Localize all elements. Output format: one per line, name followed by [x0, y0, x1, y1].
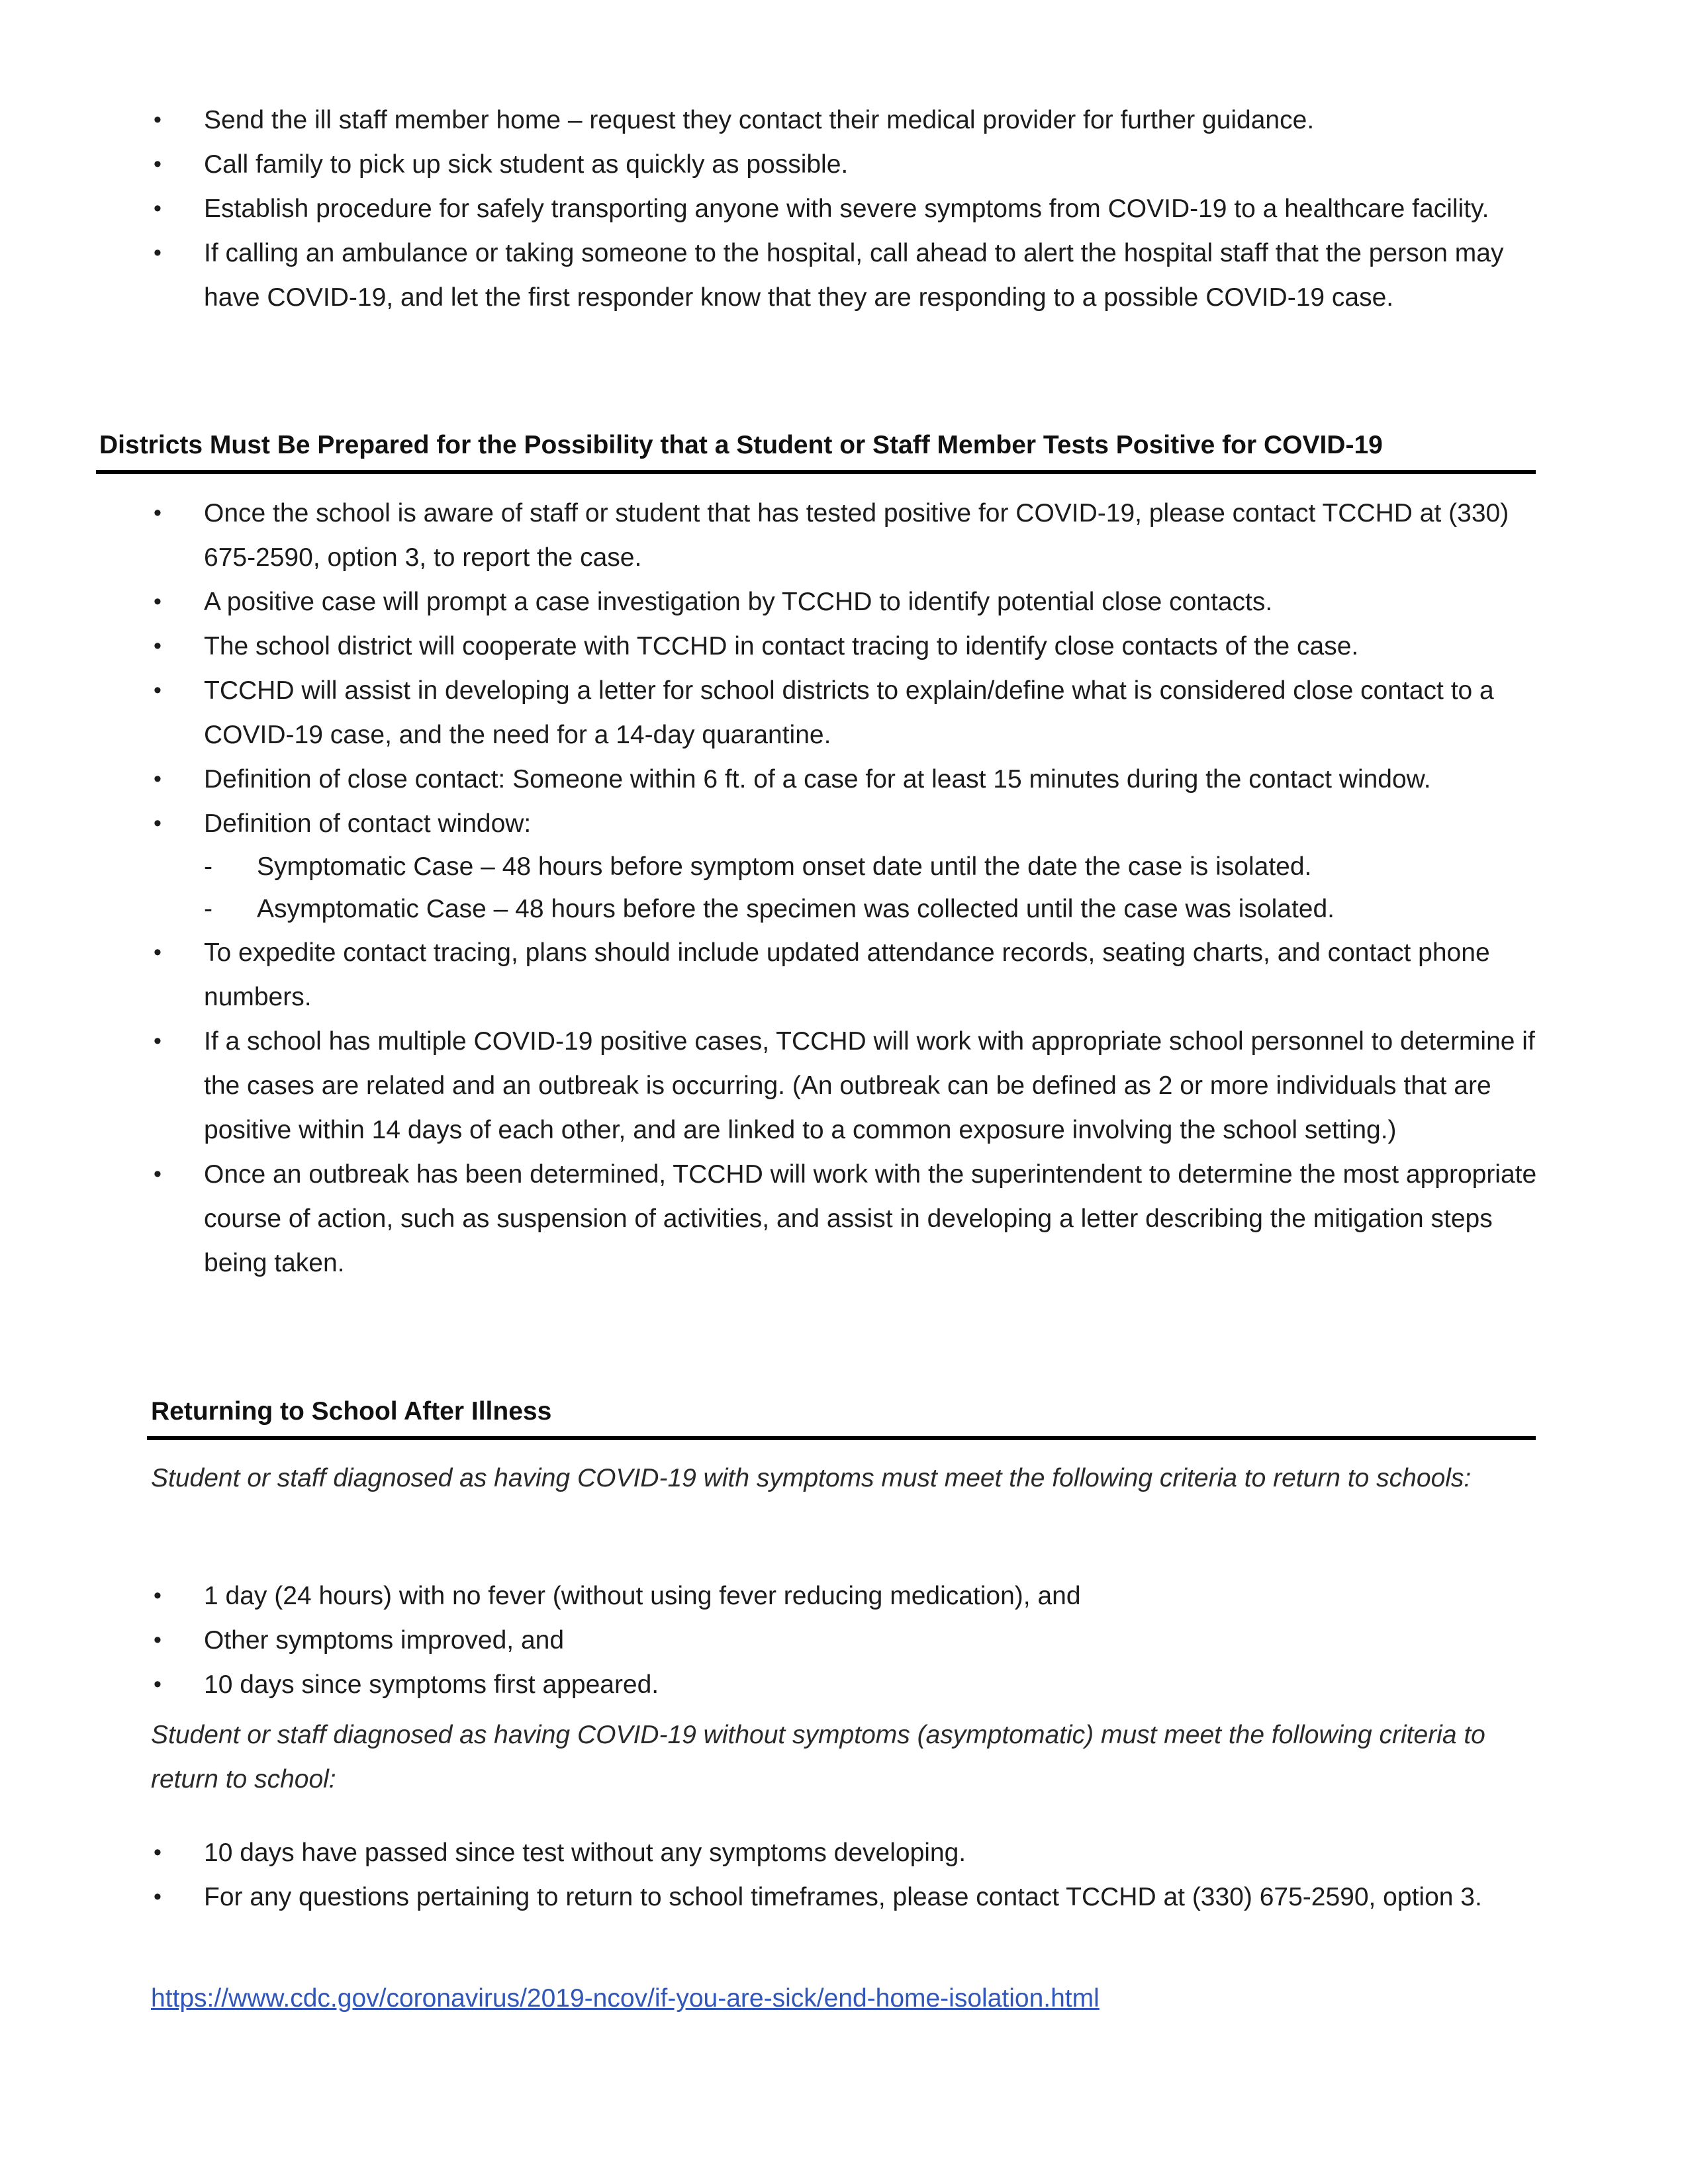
list-item: • To expedite contact tracing, plans should include updated attendance records, seating charts, and contact phone numbers.: [146, 931, 1549, 1019]
bullet-icon: •: [154, 196, 162, 221]
bullet-icon: •: [154, 766, 162, 792]
dash-icon: -: [204, 895, 212, 923]
bullet-icon: •: [154, 240, 162, 265]
list-item: • 10 days since symptoms first appeared.: [146, 1662, 1549, 1707]
bullet-icon: •: [154, 107, 162, 132]
list-item: • Other symptoms improved, and: [146, 1618, 1549, 1662]
list-item: • TCCHD will assist in developing a letter for school districts to explain/define what is considered close contact to a COVID-19 case, and the need for a 14-day quarantine.: [146, 668, 1549, 757]
asymptomatic-criteria-list: [146, 1831, 1549, 1919]
cdc-end-home-isolation-link[interactable]: https://www.cdc.gov/coronavirus/2019-ncov/if-you-are-sick/end-home-isolation.html: [151, 1984, 1100, 2013]
bullet-icon: •: [154, 633, 162, 659]
bullet-icon: •: [154, 1672, 162, 1697]
list-item: • 1 day (24 hours) with no fever (without using fever reducing medication), and: [146, 1574, 1549, 1618]
bullet-icon: •: [154, 1627, 162, 1653]
sub-list-item: - Symptomatic Case – 48 hours before symptom onset date until the date the case is isolated.: [204, 846, 1549, 888]
bullet-icon: •: [154, 152, 162, 177]
section-heading-positive-test: Districts Must Be Prepared for the Possibility that a Student or Staff Member Tests Positive for COVID-19: [99, 431, 1383, 459]
bullet-icon: •: [154, 500, 162, 525]
list-item: • Definition of close contact: Someone within 6 ft. of a case for at least 15 minutes during the contact window.: [146, 757, 1549, 801]
bullet-icon: •: [154, 1028, 162, 1054]
bullet-icon: •: [154, 940, 162, 965]
list-item: • The school district will cooperate with TCCHD in contact tracing to identify close contacts of the case.: [146, 624, 1549, 668]
bullet-icon: •: [154, 589, 162, 614]
list-item: • 10 days have passed since test without any symptoms developing.: [146, 1831, 1549, 1875]
bullet-icon: •: [154, 678, 162, 703]
criteria-note-asymptomatic: Student or staff diagnosed as having COVID-19 without symptoms (asymptomatic) must meet the following criteria to return to school:: [151, 1721, 1485, 1794]
sub-list-item: - Asymptomatic Case – 48 hours before the specimen was collected until the case was isolated.: [204, 888, 1549, 931]
bullet-icon: •: [154, 811, 162, 836]
heading-rule: [96, 470, 1536, 474]
bullet-icon: •: [154, 1884, 162, 1909]
list-item: • If a school has multiple COVID-19 positive cases, TCCHD will work with appropriate school personnel to determine if the cases are related and an outbreak is occurring. (An outbreak can be defined as 2 or more individuals that are positive within 14 days of each other, and are linked to a common exposure involving the school setting.): [146, 1019, 1549, 1152]
list-item: • Once an outbreak has been determined, TCCHD will work with the superintendent to determine the most appropriate course of action, such as suspension of activities, and assist in developing a letter describing the mitigation steps being taken.: [146, 1152, 1549, 1285]
symptomatic-criteria-list: [146, 1574, 1549, 1707]
list-item: • For any questions pertaining to return to school timeframes, please contact TCCHD at (330) 675-2590, option 3.: [146, 1875, 1549, 1919]
list-item: • Call family to pick up sick student as quickly as possible.: [146, 142, 1549, 187]
heading-rule: [147, 1436, 1536, 1440]
positive-test-procedures-list: [146, 491, 1549, 1285]
bullet-icon: •: [154, 1583, 162, 1608]
ill-person-procedures-list: [146, 98, 1549, 320]
list-item: • Establish procedure for safely transporting anyone with severe symptoms from COVID-19 to a healthcare facility.: [146, 187, 1549, 231]
bullet-icon: •: [154, 1161, 162, 1187]
list-item: • Definition of contact window: - Symptomatic Case – 48 hours before symptom onset date until the date the case is isolated. - Asymptomatic Case – 48 hours before the specimen was collected until the case was isolated.: [146, 801, 1549, 931]
bullet-icon: •: [154, 1840, 162, 1865]
section-heading-returning-to-school: Returning to School After Illness: [151, 1397, 552, 1426]
list-item: • A positive case will prompt a case investigation by TCCHD to identify potential close contacts.: [146, 580, 1549, 624]
list-item: • Send the ill staff member home – request they contact their medical provider for further guidance.: [146, 98, 1549, 142]
list-item: • If calling an ambulance or taking someone to the hospital, call ahead to alert the hospital staff that the person may have COVID-19, and let the first responder know that they are responding to a possible COVID-19 case.: [146, 231, 1549, 320]
contact-window-sublist: [204, 846, 1549, 931]
list-item: • Once the school is aware of staff or student that has tested positive for COVID-19, please contact TCCHD at (330) 675-2590, option 3, to report the case.: [146, 491, 1549, 580]
criteria-note-symptomatic: Student or staff diagnosed as having COVID-19 with symptoms must meet the following criteria to return to schools:: [151, 1464, 1472, 1492]
dash-icon: -: [204, 852, 212, 881]
